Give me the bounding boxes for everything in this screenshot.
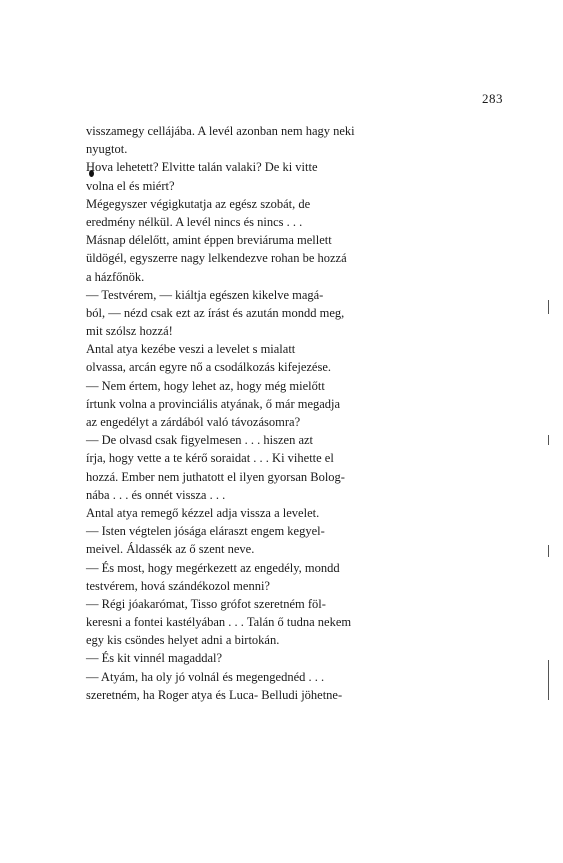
text-line: Másnap délelőtt, amint éppen breviáruma mellett: [86, 233, 332, 248]
page-number: 283: [482, 91, 503, 106]
text-line: Hova lehetett? Elvitte talán valaki? De ki vitte: [86, 160, 318, 175]
text-line: írtunk volna a provinciális atyának, ő már megadja: [86, 396, 341, 411]
text-line: egy kis csöndes helyet adni a birtokán.: [86, 633, 280, 648]
margin-mark: [548, 545, 549, 557]
text-line: hozzá. Ember nem juthatott el ilyen gyorsan Bolog-: [86, 469, 345, 484]
text-line: keresni a fontei kastélyában . . . Talán ő tudna nekem: [86, 615, 352, 630]
text-line: Antal atya remegő kézzel adja vissza a levelet.: [86, 505, 320, 520]
text-line: Antal atya kezébe veszi a levelet s mialatt: [86, 342, 296, 357]
text-line: szeretném, ha Roger atya és Luca- Belludi jöhetne-: [86, 687, 343, 702]
margin-mark: [548, 435, 549, 445]
text-line: volna el és miért?: [86, 178, 175, 193]
text-line: eredmény nélkül. A levél nincs és nincs . . .: [86, 214, 303, 229]
body-text: [86, 122, 420, 704]
text-line: az engedélyt a zárdából való távozásomra?: [86, 415, 301, 429]
margin-mark: [548, 300, 549, 314]
text-line: olvassa, arcán egyre nő a csodálkozás kifejezése.: [86, 360, 332, 375]
text-line: — Nem értem, hogy lehet az, hogy még mielőtt: [86, 378, 325, 393]
text-line: — És most, hogy megérkezett az engedély, mondd: [86, 560, 340, 575]
text-line: Mégegyszer végigkutatja az egész szobát, de: [86, 196, 311, 211]
text-line: — De olvasd csak figyelmesen . . . hiszen azt: [86, 433, 314, 448]
text-line: — Testvérem, — kiáltja egészen kikelve magá-: [86, 287, 324, 302]
text-line: ból, — nézd csak ezt az írást és azután mondd meg,: [86, 305, 345, 320]
text-line: üldögél, egyszerre nagy lelkendezve rohan be hozzá: [86, 251, 347, 266]
text-line: — És kit vinnél magaddal?: [86, 651, 223, 666]
text-line: meivel. Áldassék az ő szent neve.: [86, 542, 255, 557]
margin-mark: [548, 660, 549, 700]
text-line: a házfőnök.: [86, 269, 145, 284]
text-line: nyugtot.: [86, 142, 128, 157]
text-line: testvérem, hová szándékozol menni?: [86, 578, 270, 593]
text-line: — Atyám, ha oly jó volnál és megengednéd . . .: [86, 669, 325, 684]
text-line: — Isten végtelen jósága eláraszt engem kegyel-: [86, 524, 325, 539]
text-line: írja, hogy vette a te kérő soraidat . . . Ki vihette el: [86, 451, 334, 466]
text-line: visszamegy cellájába. A levél azonban nem hagy neki: [86, 124, 355, 138]
text-line: — Régi jóakarómat, Tisso grófot szeretném föl-: [86, 596, 326, 611]
text-line: nába . . . és onnét vissza . . .: [86, 487, 226, 502]
text-line: mit szólsz hozzá!: [86, 324, 173, 339]
